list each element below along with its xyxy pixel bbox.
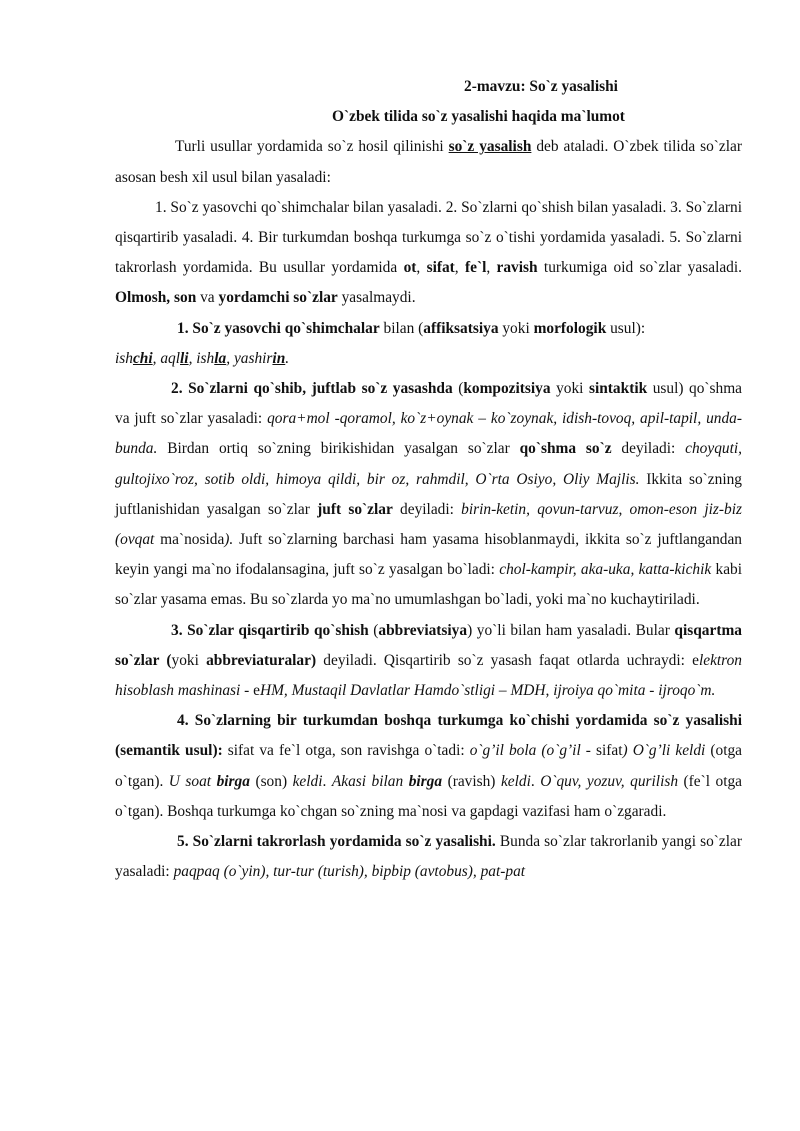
term-qisqartma: qisqartma so`zlar ( xyxy=(115,621,742,669)
text: 1. So`z yasovchi qo`shimchalar bilan yasaladi. 2. So`zlarni qo`shish bilan yasaladi. 3. So`zlarni qisqartirib yasaladi. 4. Bir turkumdan boshqa turkumga so`z o`tishi yordamida yasaladi. 5. So`zlarni takrorlash yordamida. Bu usullar yordamida xyxy=(115,198,742,277)
paragraph-method-5 xyxy=(115,827,742,887)
example: birin-ketin, qovun-tarvuz, omon-eson jiz-biz (ovqat xyxy=(115,500,742,549)
example: O`quv, yozuv, qurilish xyxy=(540,772,679,790)
example: ). xyxy=(224,531,234,549)
text: turkumiga oid so`zlar yasaladi. xyxy=(537,259,742,277)
text: kabi so`zlar yasama emas. Bu so`zlarda yo ma`no umumlashgan bo`ladi, yoki ma`no kuchaytiriladi. xyxy=(115,561,742,609)
paragraph-intro xyxy=(115,132,742,192)
term-qoshma-soz: qo`shma so`z xyxy=(519,440,612,458)
text: . xyxy=(530,772,541,790)
text: deyiladi: xyxy=(392,500,462,518)
example: o`g’il bola (o`g’il - xyxy=(469,742,591,760)
term-ot: ot xyxy=(403,259,417,277)
paragraph-methods xyxy=(115,193,742,314)
example: keldi xyxy=(292,772,323,790)
heading-method-1: 1. So`z yasovchi qo`shimchalar xyxy=(177,319,380,337)
text: ( xyxy=(452,380,464,398)
sep: , xyxy=(416,259,427,277)
example: keldi xyxy=(500,772,531,790)
text: bilan ( xyxy=(379,319,424,337)
text: (ravish) xyxy=(442,772,501,790)
heading-method-2: 2. So`zlarni qo`shib, juftlab so`z yasashda xyxy=(171,380,453,398)
document-title: 2-mavzu: So`z yasalishi xyxy=(464,78,618,95)
text: Birdan ortiq so`zning birikishidan yasalgan so`zlar xyxy=(157,440,520,458)
example: qora+mol -qoramol, ko`z+oynak – ko`zoynak, idish-tovoq, apil-tapil, unda-bunda. xyxy=(115,410,742,458)
text: deyiladi. Qisqartirib so`z yasash faqat otlarda uchraydi: e xyxy=(316,651,699,669)
term-kompozitsiya: kompozitsiya xyxy=(463,380,551,398)
example: chol-kampir, aka-uka, katta-kichik xyxy=(499,561,712,579)
term-abbreviatsiya: abbreviatsiya xyxy=(378,621,468,639)
paragraph-method-1 xyxy=(115,314,742,374)
paragraph-method-3 xyxy=(115,616,742,707)
text: yasalmaydi. xyxy=(337,289,416,307)
text: va xyxy=(196,289,219,307)
term-sifat: sifat xyxy=(426,259,455,277)
sep: , xyxy=(152,349,161,367)
suffix: chi xyxy=(132,349,153,367)
text: Juft so`zlarning barchasi ham yasama hisoblanmaydi, ikkita so`z juftlangandan keyin yangi ma`no ifodalansagina, juft so`z yasalgan bo`ladi: xyxy=(115,531,742,579)
heading-method-5: 5. So`zlarni takrorlash yordamida so`z yasalishi. xyxy=(177,833,496,851)
heading-method-3: 3. So`zlar qisqartirib qo`shish xyxy=(171,621,369,639)
text: deyiladi: xyxy=(611,440,686,458)
term-birga: birga xyxy=(216,772,250,790)
text: Turli usullar yordamida so`z hosil qilinishi xyxy=(175,138,449,156)
term-olmosh-son: Olmosh, son xyxy=(115,289,197,307)
example: paqpaq (o`yin), tur-tur (turish), bipbip (avtobus), pat-pat xyxy=(173,863,526,881)
example: lektron hisoblash mashinasi xyxy=(115,651,742,700)
example: ish xyxy=(115,349,133,367)
sep: , xyxy=(226,349,234,367)
text: ma`nosida xyxy=(154,531,225,549)
term-morfologik: morfologik xyxy=(533,319,607,337)
text: yoki xyxy=(171,651,207,669)
example: ) O`g’li keldi xyxy=(622,742,706,760)
text: - e xyxy=(240,682,260,700)
example: aql xyxy=(160,349,181,367)
term-affiksatsiya: affiksatsiya xyxy=(423,319,499,337)
text: (otga o`tgan). xyxy=(115,742,742,790)
sep: , xyxy=(486,259,497,277)
text: ) yo`li bilan ham yasaladi. Bular xyxy=(467,621,675,639)
text: sifat xyxy=(590,742,623,760)
heading-method-4: 4. So`zlarning bir turkumdan boshqa turkumga ko`chishi yordamida so`z yasalishi (semantik usul): xyxy=(115,712,742,760)
suffix: li xyxy=(180,349,189,367)
example: yashir xyxy=(233,349,273,367)
term-birga: birga xyxy=(408,772,443,790)
text: yoki xyxy=(550,380,589,398)
text: . xyxy=(322,772,332,790)
text: yoki xyxy=(498,319,534,337)
example: choyquti, gultojixo`roz, sotib oldi, himoya qildi, bir oz, rahmdil, O`rta Osiyo, Oliy Majlis. xyxy=(115,440,742,488)
term-fel: fe`l xyxy=(464,259,487,277)
example: HM, Mustaqil Davlatlar Hamdo`stligi – MDH, ijroiya qo`mita - ijroqo`m. xyxy=(259,682,716,700)
term-ravish: ravish xyxy=(496,259,538,277)
example: ish xyxy=(196,349,215,367)
document-page xyxy=(115,72,742,887)
paragraph-method-4 xyxy=(115,706,742,827)
text: ( xyxy=(368,621,379,639)
example: Akasi bilan xyxy=(331,772,409,790)
term-juft-sozlar: juft so`zlar xyxy=(317,500,393,518)
term-abbreviaturalar: abbreviaturalar) xyxy=(206,651,317,669)
text: usul) qo`shma va juft so`zlar yasaladi: xyxy=(115,380,743,428)
sep: , xyxy=(188,349,197,367)
text: (fe`l otga o`tgan). Boshqa turkumga ko`chgan so`zning ma`nosi va gapdagi vazifasi ham o`zgaradi. xyxy=(115,772,743,820)
text: deb ataladi. O`zbek tilida so`zlar asosan besh xil usul bilan yasaladi: xyxy=(115,138,742,186)
term-soz-yasalish: so`z yasalish xyxy=(448,138,532,156)
text: Ikkita so`zning juftlanishidan yasalgan so`zlar xyxy=(115,470,742,518)
sep: . xyxy=(285,349,290,367)
text: Bunda so`zlar takrorlanib yangi so`zlar yasaladi: xyxy=(115,833,742,881)
text: sifat va fe`l otga, son ravishga o`tadi: xyxy=(222,742,470,760)
text: (son) xyxy=(249,772,293,790)
paragraph-method-2 xyxy=(115,374,742,616)
suffix: la xyxy=(214,349,227,367)
sep: , xyxy=(454,259,465,277)
suffix: in xyxy=(272,349,286,367)
document-subtitle: O`zbek tilida so`z yasalishi haqida ma`lumot xyxy=(332,108,625,126)
term-sintaktik: sintaktik xyxy=(588,380,648,398)
term-yordamchi: yordamchi so`zlar xyxy=(218,289,338,307)
text: usul): xyxy=(606,319,646,337)
example: U soat xyxy=(168,772,217,790)
